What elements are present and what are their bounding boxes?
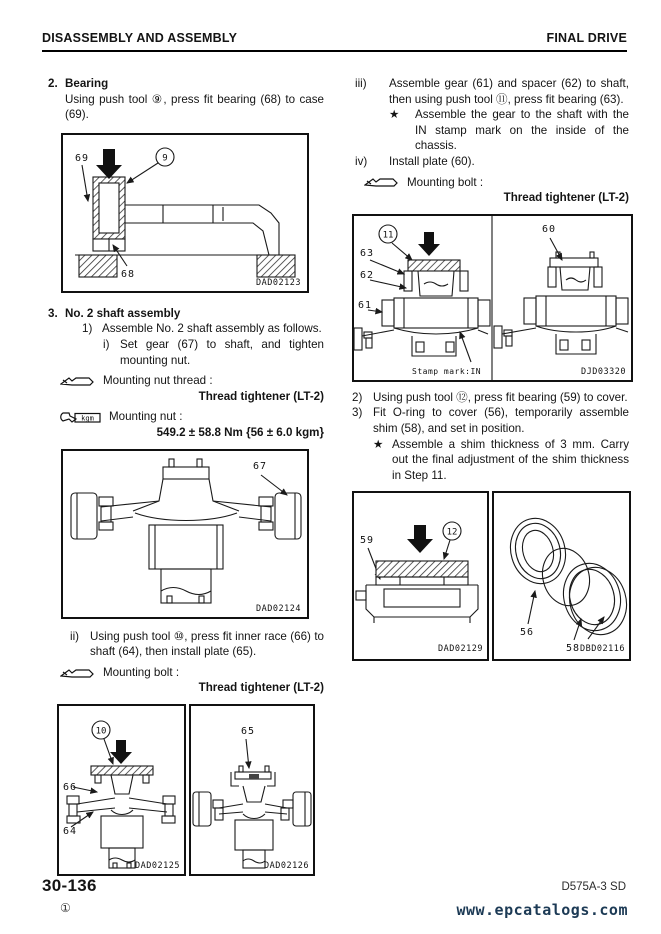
fig-label-56: 56 bbox=[520, 627, 535, 639]
figure-dad02126 bbox=[189, 704, 315, 876]
watermark-url: www.epcatalogs.com bbox=[456, 901, 628, 919]
list-marker: ii) bbox=[70, 629, 80, 643]
star-marker: ★ bbox=[389, 108, 400, 122]
spec-value: 549.2 ± 58.8 Nm {56 ± 6.0 kgm} bbox=[156, 425, 324, 439]
sealant-icon bbox=[364, 175, 400, 189]
fig-circled-9: 9 bbox=[162, 153, 168, 164]
list-marker: iii) bbox=[355, 77, 367, 90]
step-text: Assemble No. 2 shaft assembly as follows. bbox=[102, 322, 322, 336]
section-title: Bearing bbox=[65, 77, 109, 90]
figure-code: DAD02126 bbox=[264, 860, 309, 871]
note-text: Assemble the gear to the shaft with the IN stamp mark on the inside of the chassis. bbox=[415, 108, 629, 153]
fig-label-65: 65 bbox=[241, 725, 256, 737]
kgm-badge: kgm bbox=[81, 414, 94, 423]
figure-pair-row bbox=[57, 704, 324, 876]
fig-circled-11: 11 bbox=[382, 230, 394, 241]
torque-spec bbox=[60, 409, 324, 440]
no2-shaft-left-panel bbox=[354, 260, 490, 356]
fig-circled-10: 10 bbox=[95, 726, 107, 737]
figure-code: DJD03320 bbox=[581, 366, 626, 377]
substep-text: Set gear (67) to shaft, and tighten mounting nut. bbox=[120, 337, 324, 367]
figure-dad02129 bbox=[352, 491, 489, 661]
fig-label-58: 58 bbox=[566, 643, 581, 655]
fig-label-59: 59 bbox=[360, 535, 375, 547]
shaft-drawing bbox=[67, 766, 175, 868]
fig-circled-12: 12 bbox=[446, 527, 458, 538]
section-number: 2. bbox=[48, 77, 58, 90]
spec-value: Thread tightener (LT-2) bbox=[198, 681, 324, 695]
step-1-item bbox=[82, 321, 324, 337]
header-section-title: DISASSEMBLY AND ASSEMBLY bbox=[42, 31, 238, 45]
spec-label: Mounting nut thread : bbox=[103, 374, 213, 388]
figure-code: DAD02123 bbox=[256, 277, 301, 288]
figure-code: DAD02129 bbox=[438, 644, 483, 655]
list-marker: i) bbox=[103, 337, 110, 351]
figure-dbd02116 bbox=[492, 491, 631, 661]
figure-code: DAD02124 bbox=[256, 603, 301, 614]
substep-text: Install plate (60). bbox=[389, 154, 475, 168]
figure-dad02123 bbox=[61, 133, 309, 293]
cover-cross-section bbox=[356, 561, 478, 623]
substep-text: Using push tool ⑩, press fit inner race (66) to shaft (64), then install plate (65). bbox=[90, 629, 324, 659]
fig-label-61: 61 bbox=[358, 299, 373, 311]
press-arrow-icon bbox=[110, 740, 132, 764]
header-chapter-title: FINAL DRIVE bbox=[546, 31, 627, 45]
shaft-assembly-drawing bbox=[71, 459, 301, 603]
section-3-heading bbox=[48, 306, 324, 322]
fig-label-67: 67 bbox=[253, 460, 268, 472]
substep-ii-item bbox=[70, 629, 324, 660]
step-2-item bbox=[352, 390, 629, 406]
fig-label-62: 62 bbox=[360, 269, 375, 281]
section-2-body: Using push tool ⑨, press fit bearing (68) to case (69). bbox=[65, 92, 324, 122]
figure-pair-row bbox=[352, 491, 629, 661]
figure-dad02124 bbox=[61, 449, 309, 619]
press-arrow-icon bbox=[418, 232, 440, 256]
section-number: 3. bbox=[48, 306, 58, 320]
list-marker: 2) bbox=[352, 390, 363, 404]
no2-shaft-right-panel bbox=[494, 252, 628, 354]
stamp-mark-label: Stamp mark:IN bbox=[412, 366, 482, 376]
press-arrow-icon bbox=[96, 149, 122, 179]
note-item bbox=[373, 437, 629, 484]
press-arrow-icon bbox=[407, 525, 433, 553]
section-2-heading bbox=[48, 76, 324, 92]
spec-label: Mounting bolt : bbox=[407, 175, 484, 189]
page-number: 30-136 bbox=[42, 876, 97, 895]
cover-and-shim-rings bbox=[503, 512, 629, 642]
step-text: Using push tool ⑫, press fit bearing (59) to cover. bbox=[373, 390, 628, 404]
thread-tightener-spec bbox=[60, 373, 324, 404]
section-title: No. 2 shaft assembly bbox=[65, 306, 181, 320]
figure-dad02125 bbox=[57, 704, 186, 876]
substep-iii-item bbox=[355, 76, 629, 107]
shaft-with-plate-drawing bbox=[193, 766, 311, 868]
note-text: Assemble a shim thickness of 3 mm. Carry out the final adjustment of the shim thickness in Step 11. bbox=[392, 437, 629, 482]
spec-value: Thread tightener (LT-2) bbox=[198, 389, 324, 403]
note-item bbox=[389, 107, 629, 154]
star-marker: ★ bbox=[373, 437, 384, 451]
left-column bbox=[48, 76, 324, 876]
fig-label-68: 68 bbox=[121, 268, 136, 280]
spec-label: Mounting nut : bbox=[109, 410, 183, 424]
figure-code: DAD02125 bbox=[135, 860, 180, 871]
spec-value: Thread tightener (LT-2) bbox=[503, 191, 629, 205]
page-header bbox=[42, 31, 627, 52]
torque-wrench-kgm-icon bbox=[60, 410, 102, 424]
list-marker: iv) bbox=[355, 154, 368, 168]
sealant-icon bbox=[60, 666, 96, 680]
step-text: Fit O-ring to cover (56), temporarily assemble shim (58), and set in position. bbox=[373, 406, 629, 435]
figure-code: DBD02116 bbox=[580, 644, 625, 655]
substep-i-item bbox=[103, 337, 324, 368]
sealant-icon bbox=[60, 374, 96, 388]
push-tool-9-drawing bbox=[93, 177, 125, 251]
substep-text: Assemble gear (61) and spacer (62) to shaft, then using push tool ⑪, press fit bearing (63). bbox=[389, 77, 629, 106]
right-column bbox=[352, 76, 629, 661]
edition-mark: ① bbox=[60, 901, 71, 915]
fig-label-63: 63 bbox=[360, 247, 375, 259]
model-code: D575A-3 SD bbox=[561, 881, 626, 893]
spec-label: Mounting bolt : bbox=[103, 665, 180, 679]
list-marker: 1) bbox=[82, 322, 93, 336]
fig-label-64: 64 bbox=[63, 825, 78, 837]
thread-tightener-spec bbox=[60, 665, 324, 696]
fig-label-66: 66 bbox=[63, 781, 78, 793]
step-3-item bbox=[352, 405, 629, 436]
fig-label-69: 69 bbox=[75, 152, 90, 164]
thread-tightener-spec bbox=[364, 175, 629, 206]
list-marker: 3) bbox=[352, 406, 363, 420]
substep-iv-item bbox=[355, 154, 629, 170]
figure-djd03320 bbox=[352, 214, 633, 382]
fig-label-60: 60 bbox=[542, 223, 557, 235]
